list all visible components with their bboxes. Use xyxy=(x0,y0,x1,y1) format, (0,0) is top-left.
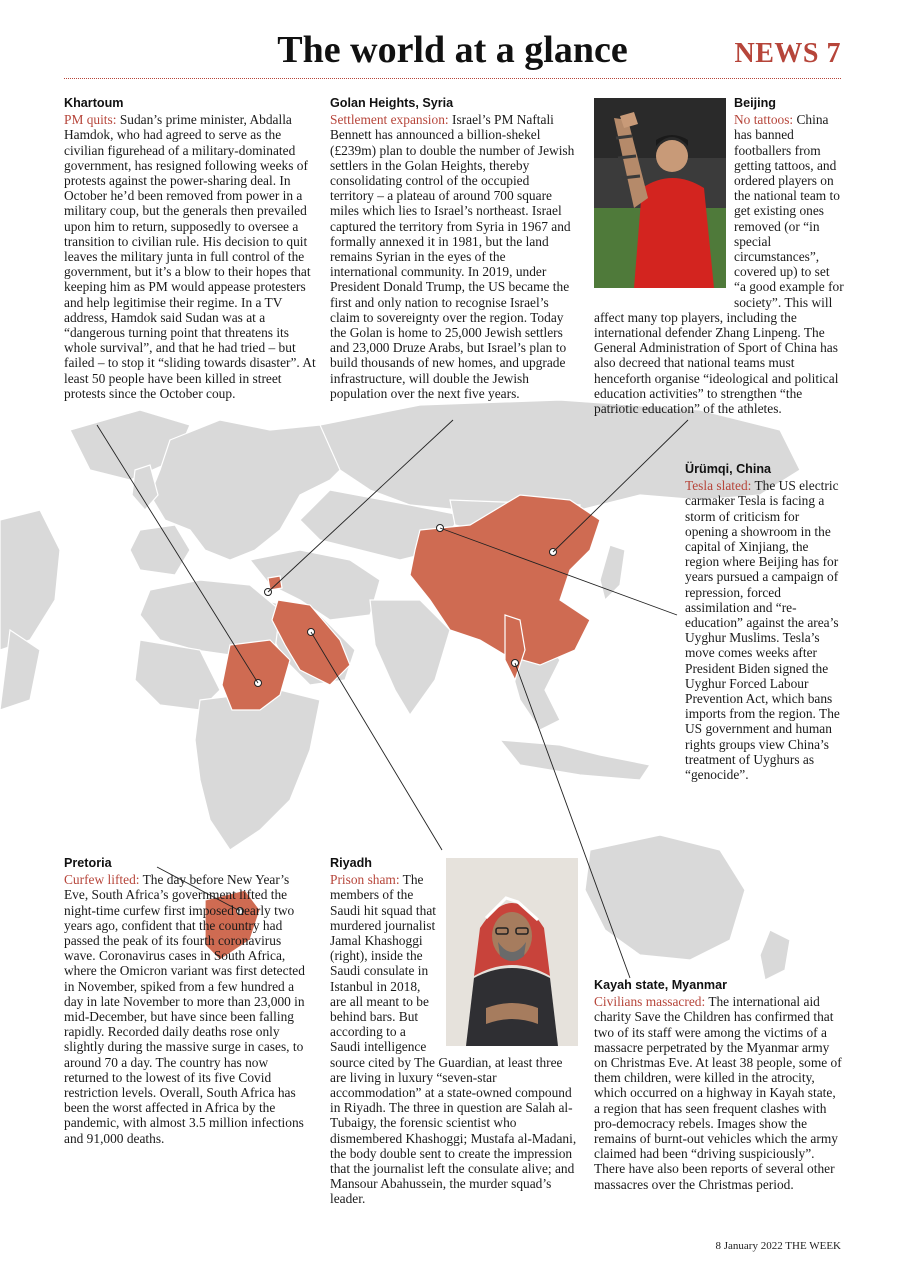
story-golan xyxy=(330,96,576,401)
khashoggi-photo xyxy=(446,858,578,1049)
story-lead: PM quits: xyxy=(64,112,117,128)
story-lead: Civilians massacred: xyxy=(594,994,706,1010)
story-body: The members of the Saudi hit squad that murdered journalist Jamal Khashoggi (right), inside the Saudi consulate in Istanbul in 2018, are all meant to be behind bars. But according to a Saudi intelligence source cited by The Guardian, at least three are living in luxury “seven-star accommodation” at a state-owned compound in Riyadh. The three in question are Salah al-Tubaigy, the forensic scientist who dismembered Khashoggi; Mustafa al-Madani, the body double sent to create the impression that the journalist left the consulate alive; and Mansour Abahussein, the murder squad’s leader. xyxy=(330,872,577,1207)
footer-publication: THE WEEK xyxy=(785,1240,841,1252)
africa-central xyxy=(195,690,320,850)
story-place: Riyadh xyxy=(330,856,372,870)
story-beijing xyxy=(594,96,844,416)
story-place: Khartoum xyxy=(64,96,124,110)
footballer-photo xyxy=(594,98,726,291)
south-america xyxy=(0,510,60,650)
story-body: Sudan’s prime minister, Abdalla Hamdok, who had agreed to serve as the civilian figurehead of a military-dominated government, has resigned following weeks of protests against the power-sharing deal. In October he’d been removed from power in a military coup, but the generals then prevailed upon him to return, supposedly to oversee a transition to civilian rule. His decision to quit leaves the military junta in full control of the government, but it’s a blow to their hopes that keeping him as PM would appease protesters and help legitimise their regime. In a TV address, Hamdok said Sudan was at a “dangerous turning point that threatens its whole survival”, and that he had tried – but failed – to stop it “sliding towards disaster”. At least 50 people have been killed in street protests since the October coup. xyxy=(64,112,316,401)
story-body: The US electric carmaker Tesla is facing a storm of criticism for opening a showroom in the capital of Xinjiang, the region where Beijing has for years pursued a campaign of repression, forced assimilation and “re-education” against the area’s Uyghur Muslims. Tesla’s move comes weeks after President Biden signed the Uyghur Forced Labour Prevention Act, which bans imports from the region. The US government and human rights groups view China’s treatment of Uyghurs as “genocide”. xyxy=(685,478,840,783)
story-body: China has banned footballers from getting tattoos, and ordered players on the national team to get existing ones removed (or “in special circumstances”, covered up) to set “a good example for society”. This will affect many top players, including the international defender Zhang Linpeng. The General Administration of Sport of China has also decreed that national teams must henceforth organise “ideological and political education activities” to strengthen “the patriotic education” of the athletes. xyxy=(594,112,844,417)
footer-date: 8 January 2022 xyxy=(715,1240,783,1252)
story-place: Golan Heights, Syria xyxy=(330,96,454,110)
iberia xyxy=(130,525,190,575)
story-body: The day before New Year’s Eve, South Africa’s government lifted the night-time curfew first imposed nearly two years ago, confident that the country had passed the peak of its fourth coronavirus wave. Coronavirus cases in South Africa, where the Omicron variant was first detected in November, spiked from a few hundred a day in late November to more than 23,000 in mid-December, but have since been falling rapidly. Recorded daily deaths rose only slightly during the massive surge in cases, to around 70 a day. The country has now returned to the lowest of its five Covid restriction levels. Overall, South Africa has been the worst affected in Africa by the pandemic, with almost 3.5 million infections and 91,000 deaths. xyxy=(64,872,305,1146)
indonesia xyxy=(500,740,650,780)
page-title: The world at a glance xyxy=(277,29,628,71)
story-lead: Prison sham: xyxy=(330,872,400,888)
story-lead: No tattoos: xyxy=(734,112,794,128)
story-place: Pretoria xyxy=(64,856,112,870)
story-place: Ürümqi, China xyxy=(685,462,772,476)
story-lead: Curfew lifted: xyxy=(64,872,140,888)
story-riyadh xyxy=(330,856,578,1207)
page-footer xyxy=(716,1240,841,1252)
australia xyxy=(585,835,745,960)
story-lead: Settlement expansion: xyxy=(330,112,449,128)
story-place: Beijing xyxy=(734,96,776,110)
story-kayah xyxy=(594,978,844,1192)
section-label: NEWS 7 xyxy=(734,38,841,69)
india xyxy=(370,600,450,715)
golan-highlight xyxy=(268,576,282,590)
story-place: Kayah state, Myanmar xyxy=(594,978,727,992)
story-pretoria xyxy=(64,856,316,1146)
new-zealand xyxy=(760,930,790,980)
story-body: Israel’s PM Naftali Bennett has announced a billion-shekel (£239m) plan to double the number of Jewish settlers in the Golan Heights, thereby consolidating control of the occupied territory – a plateau of around 700 square miles which lies to Israel’s northeast. Israel captured the territory from Syria in 1967 and formally annexed it in 1981, but the land remains Syrian in the eyes of the international community. In 2019, under President Donald Trump, the US became the first and only nation to recognise Israel’s claim to sovereignty over the region. Today the Golan is home to 25,000 Jewish settlers and 23,000 Druze Arabs, but Israel’s plan to build thousands of new homes, and upgrade infrastructure, will double the Jewish population over the next five years. xyxy=(330,112,575,401)
story-body: The international aid charity Save the Children has confirmed that two of its staff were among the victims of a massacre perpetrated by the Myanmar army on Christmas Eve. At least 38 people, some of them children, were killed in the atrocity, which occurred on a highway in Kayah state, a region that has seen frequent clashes with pro-democracy rebels. Images show the remains of burnt-out vehicles which the army claimed had been “driving suspiciously”. There have also been reports of several other massacres over the Christmas period. xyxy=(594,994,842,1192)
story-urumqi xyxy=(685,462,845,782)
story-lead: Tesla slated: xyxy=(685,478,752,494)
story-khartoum xyxy=(64,96,316,401)
header-rule xyxy=(64,78,841,79)
